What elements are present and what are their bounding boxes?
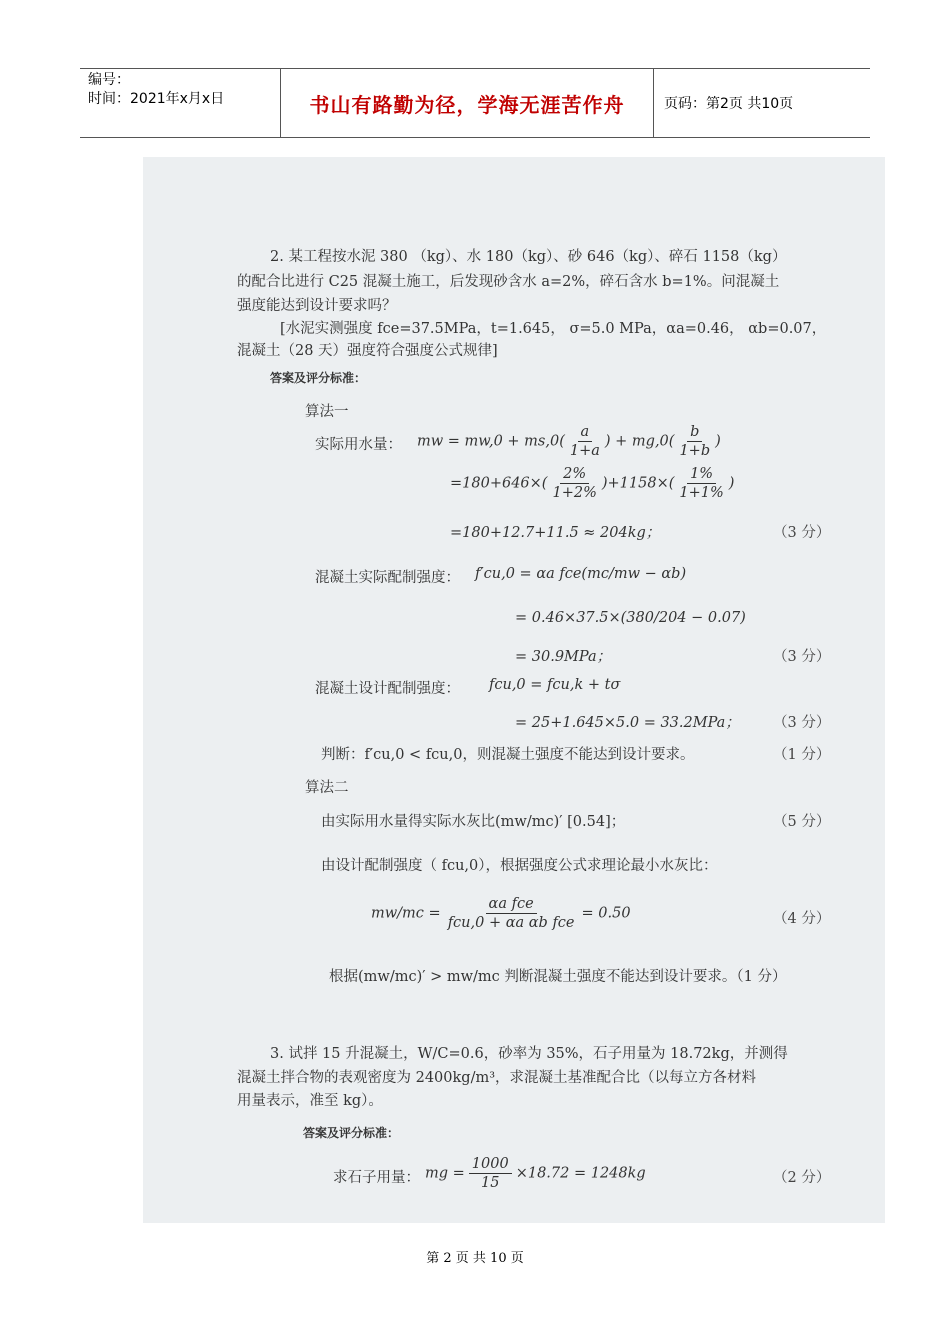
q2-line3: 强度能达到设计要求吗？ [237,298,397,314]
water-formula-3: =180+12.7+11.5 ≈ 204kg； [450,525,661,541]
page-header [80,68,870,138]
frac-num: b [687,423,702,442]
q2-line4: [水泥实测强度 fce=37.5MPa，t=1.645， σ=5.0 MPa，αa=0.46， αb=0.07， [280,321,827,337]
method2-formula [371,895,631,932]
stone-formula [425,1155,646,1192]
stone-left: mg = [425,1165,465,1182]
water-f2-b: )+1158×( [601,475,675,492]
frac-num: αa fce [486,895,537,914]
water-f1-frac-a [567,423,603,460]
actual-strength-label: 混凝土实际配制强度： [315,570,460,586]
water-f1-frac-b [676,423,713,460]
scanned-page [143,157,885,1223]
water-formula-2 [450,465,734,502]
water-f2-frac-b [676,465,726,502]
header-page-info: 页码：第2页 共10页 [664,96,794,112]
frac-den: 1+2% [552,485,597,501]
design-strength-label: 混凝土设计配制强度： [315,681,460,697]
q3-line1: 3. 试拌 15 升混凝土，W/C=0.6，砂率为 35%，石子用量为 18.72kg，并测得 [270,1046,788,1062]
judgement: 判断：f′cu,0 < fcu,0，则混凝土强度不能达到设计要求。 [321,747,695,763]
frac-den: 1+1% [679,485,724,501]
header-motto: 书山有路勤为径，学海无涯苦作舟 [281,69,654,137]
water-f1-mid: ) + mg,0( [604,433,675,450]
q3-answer-label: 答案及评分标准： [303,1126,400,1140]
water-f2-a: =180+646×( [450,475,548,492]
frac-num: 1% [687,465,716,484]
actual-formula-3: = 30.9MPa； [515,649,612,665]
stone-label: 求石子用量： [333,1170,420,1186]
method2-line1: 由实际用水量得实际水灰比(mw/mc)′ [0.54]； [321,814,626,830]
water-f1-end: ) [715,433,721,450]
header-meta [80,69,281,137]
page-footer: 第 2 页 共 10 页 [426,1251,524,1266]
frac-den: 15 [481,1175,500,1191]
design-formula-1: fcu,0 = fcu,k + tσ [489,677,621,693]
points-m2-2: （4 分） [773,911,831,927]
stone-right: ×18.72 = 1248kg [515,1165,646,1182]
actual-formula-1: f′cu,0 = αa fce(mc/mw − αb) [475,566,687,582]
method1-heading: 算法一 [305,404,349,420]
method2-heading: 算法二 [305,780,349,796]
frac-num: a [578,423,593,442]
method2-line2: 由设计配制强度（ fcu,0），根据强度公式求理论最小水灰比： [321,858,718,874]
frac-den: fcu,0 + αa αb fce [447,915,575,931]
frac-num: 1000 [469,1155,512,1174]
points-stone: （2 分） [773,1170,831,1186]
points-m2-1: （5 分） [773,814,831,830]
time-label: 时间：2021年x月x日 [88,91,225,107]
design-formula-2: = 25+1.645×5.0 = 33.2MPa； [515,715,740,731]
water-label: 实际用水量： [315,437,402,453]
water-f1-start: mw = mw,0 + ms,0( [417,433,565,450]
method2-line3: 根据(mw/mc)′ > mw/mc 判断混凝土强度不能达到设计要求。（1 分） [329,969,787,985]
water-f2-end: ) [728,475,735,492]
number-label: 编号： [88,72,130,88]
q2-line1: 2. 某工程按水泥 380 （kg）、水 180（kg）、砂 646（kg）、碎石 1158（kg） [270,249,787,265]
points-water: （3 分） [773,525,831,541]
m2-f-right: = 0.50 [581,905,631,922]
points-design: （3 分） [773,715,831,731]
water-f2-frac-a [549,465,599,502]
m2-f-frac [445,895,578,932]
stone-frac [469,1155,512,1192]
points-actual: （3 分） [773,649,831,665]
q2-line2: 的配合比进行 C25 混凝土施工，后发现砂含水 a=2%，碎石含水 b=1%。问混凝土 [237,274,780,290]
frac-num: 2% [560,465,589,484]
m2-f-left: mw/mc = [371,905,441,922]
q2-line5: 混凝土（28 天）强度符合强度公式规律] [237,343,498,359]
actual-formula-2: = 0.46×37.5×(380/204 − 0.07) [515,610,746,626]
q3-line2: 混凝土拌合物的表观密度为 2400kg/m³，求混凝土基准配合比（以每立方各材料 [237,1070,757,1086]
frac-den: 1+b [679,443,711,459]
q2-answer-label: 答案及评分标准： [270,371,367,385]
points-judge: （1 分） [773,747,831,763]
frac-den: 1+a [569,443,600,459]
water-formula-1 [417,423,721,460]
q3-line3: 用量表示，准至 kg）。 [237,1093,383,1109]
